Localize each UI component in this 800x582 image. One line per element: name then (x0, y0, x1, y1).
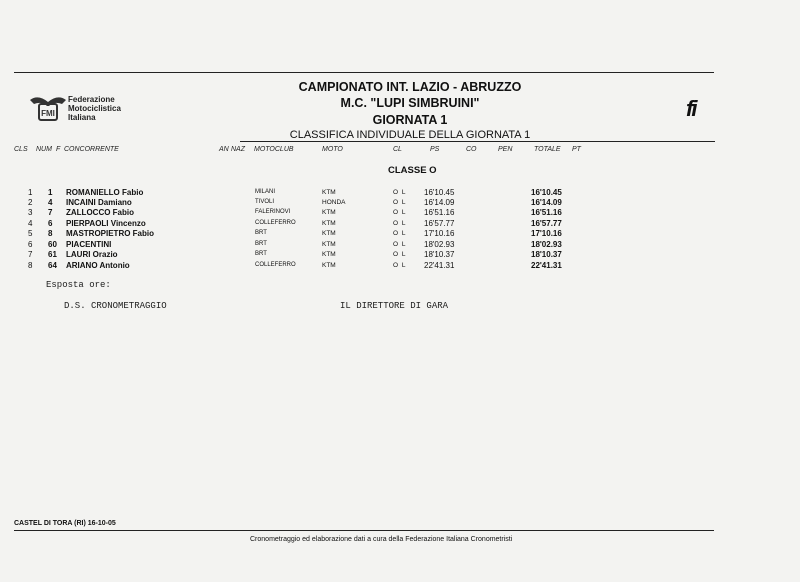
federation-line: Federazione (68, 95, 115, 104)
table-row (0, 229, 800, 239)
row-name: ARIANO Antonio (66, 261, 130, 270)
row-ps: 16'57.77 (424, 219, 455, 228)
col-pt: PT (572, 146, 581, 153)
row-ps: 22'41.31 (424, 261, 455, 270)
row-club: BRT (255, 241, 267, 247)
row-moto: KTM (322, 220, 336, 227)
col-co: CO (466, 146, 477, 153)
row-ps: 16'51.16 (424, 208, 455, 217)
timing-director-signature: D.S. CRONOMETRAGGIO (64, 301, 167, 311)
row-num: 64 (48, 261, 57, 270)
row-total: 16'51.16 (531, 208, 562, 217)
row-moto: KTM (322, 251, 336, 258)
federation-line: Italiana (68, 113, 96, 122)
table-row (0, 208, 800, 218)
race-director-signature: IL DIRETTORE DI GARA (340, 301, 449, 311)
row-cls: 5 (28, 229, 33, 238)
class-heading: CLASSE O (388, 165, 437, 176)
row-name: INCAINI Damiano (66, 198, 132, 207)
row-total: 18'10.37 (531, 250, 562, 259)
col-totale: TOTALE (534, 146, 561, 153)
row-num: 6 (48, 219, 53, 228)
row-num: 4 (48, 198, 53, 207)
row-cl: O L (393, 230, 407, 237)
row-total: 16'10.45 (531, 188, 562, 197)
row-club: COLLEFERRO (255, 262, 296, 268)
table-row (0, 261, 800, 271)
row-num: 60 (48, 240, 57, 249)
col-cl: CL (393, 146, 402, 153)
table-row (0, 198, 800, 208)
col-cls: CLS (14, 146, 28, 153)
col-an: AN (219, 146, 229, 153)
table-row (0, 240, 800, 250)
row-cl: O L (393, 199, 407, 206)
federation-line: Motociclistica (68, 104, 121, 113)
header-rule (240, 141, 715, 142)
row-total: 18'02.93 (531, 240, 562, 249)
col-pen: PEN (498, 146, 513, 153)
row-total: 16'14.09 (531, 198, 562, 207)
row-name: ROMANIELLO Fabio (66, 188, 144, 197)
col-motoclub: MOTOCLUB (254, 146, 294, 153)
row-cl: O L (393, 189, 407, 196)
table-row (0, 188, 800, 198)
row-moto: KTM (322, 230, 336, 237)
row-cls: 1 (28, 188, 33, 197)
row-name: LAURI Orazio (66, 250, 118, 259)
row-moto: KTM (322, 262, 336, 269)
col-f: F (56, 146, 61, 153)
col-num: NUM (36, 146, 52, 153)
row-cls: 2 (28, 198, 33, 207)
row-ps: 16'14.09 (424, 198, 455, 207)
row-moto: KTM (322, 189, 336, 196)
row-total: 22'41.31 (531, 261, 562, 270)
col-naz: NAZ (231, 146, 245, 153)
row-moto: HONDA (322, 199, 346, 206)
row-cls: 6 (28, 240, 33, 249)
row-name: MASTROPIETRO Fabio (66, 229, 154, 238)
row-name: ZALLOCCO Fabio (66, 208, 134, 217)
col-moto: MOTO (322, 146, 343, 153)
row-num: 61 (48, 250, 57, 259)
row-cl: O L (393, 262, 407, 269)
row-name: PIACENTINI (66, 240, 112, 249)
row-name: PIERPAOLI Vincenzo (66, 219, 146, 228)
row-club: FALERINOVI (255, 209, 291, 215)
day-title: GIORNATA 1 (372, 113, 448, 127)
row-num: 7 (48, 208, 53, 217)
fmi-eagle-logo-icon (28, 92, 68, 124)
row-cl: O L (393, 251, 407, 258)
table-row (0, 219, 800, 229)
row-total: 16'57.77 (531, 219, 562, 228)
row-ps: 18'02.93 (424, 240, 455, 249)
row-cls: 8 (28, 261, 33, 270)
fmi-mark-logo: fi (686, 96, 696, 121)
col-ps: PS (430, 146, 440, 153)
svg-text:FMI: FMI (41, 109, 55, 118)
row-ps: 18'10.37 (424, 250, 455, 259)
table-row (0, 250, 800, 260)
row-club: MILANI (255, 189, 276, 195)
row-club: TIVOLI (255, 199, 275, 205)
ranking-subtitle: CLASSIFICA INDIVIDUALE DELLA GIORNATA 1 (289, 129, 531, 141)
row-ps: 17'10.16 (424, 229, 455, 238)
club-title: M.C. "LUPI SIMBRUINI" (340, 96, 480, 110)
row-club: BRT (255, 230, 267, 236)
federation-name (68, 95, 121, 122)
row-total: 17'10.16 (531, 229, 562, 238)
row-moto: KTM (322, 209, 336, 216)
row-cl: O L (393, 241, 407, 248)
row-club: COLLEFERRO (255, 220, 296, 226)
footer-rule (14, 530, 714, 531)
row-num: 8 (48, 229, 53, 238)
row-cl: O L (393, 220, 407, 227)
row-cls: 3 (28, 208, 33, 217)
row-num: 1 (48, 188, 53, 197)
col-concorrente: CONCORRENTE (64, 146, 119, 153)
championship-title: CAMPIONATO INT. LAZIO - ABRUZZO (298, 80, 522, 94)
place-date: CASTEL DI TORA (RI) 16-10-05 (14, 520, 116, 527)
posted-time-label: Esposta ore: (46, 280, 111, 290)
row-cls: 7 (28, 250, 33, 259)
row-ps: 16'10.45 (424, 188, 455, 197)
row-cl: O L (393, 209, 407, 216)
top-rule (14, 72, 714, 73)
timing-credit: Cronometraggio ed elaborazione dati a cura della Federazione Italiana Cronometristi (250, 536, 513, 543)
row-moto: KTM (322, 241, 336, 248)
row-club: BRT (255, 251, 267, 257)
row-cls: 4 (28, 219, 33, 228)
